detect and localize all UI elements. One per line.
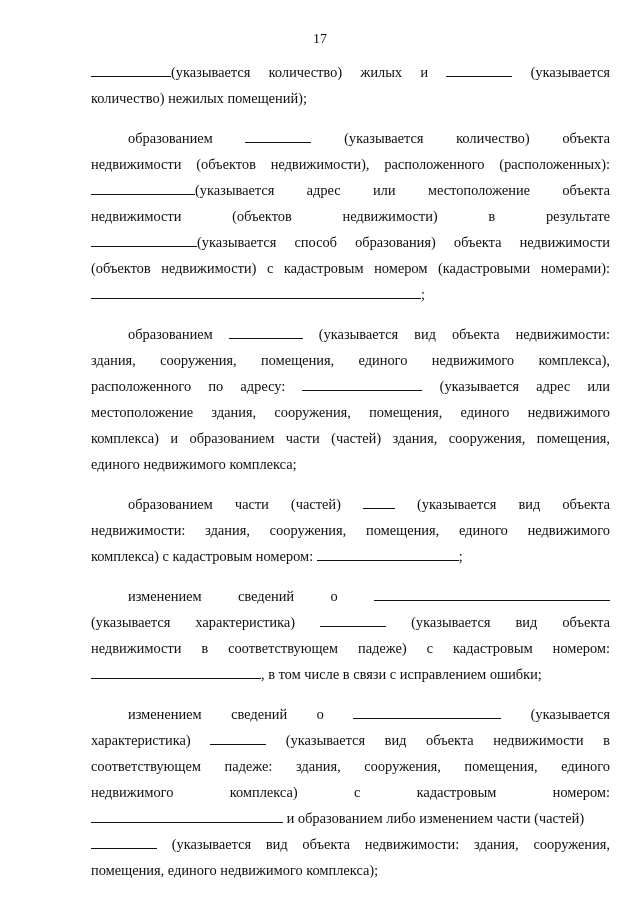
blank-line[interactable] [446, 75, 512, 77]
text: (указывается характеристика) [91, 615, 296, 631]
line [91, 126, 610, 152]
text: (указывается вид объекта недвижимости: здания, сооружения, [171, 837, 610, 853]
line [91, 702, 610, 728]
blank-line[interactable] [91, 193, 195, 195]
line [91, 662, 610, 688]
blank-line[interactable] [353, 717, 501, 719]
blank-line[interactable] [302, 389, 422, 391]
text: (указывается адрес или [439, 379, 610, 395]
text: образованием [128, 327, 213, 343]
line [91, 322, 610, 348]
text: и образованием либо изменением части (частей) [286, 811, 585, 827]
document-body [91, 60, 610, 884]
line: местоположение здания, сооружения, помещения, единого недвижимого [91, 405, 610, 421]
line: соответствующем падеже: здания, сооружения, помещения, единого [91, 759, 610, 775]
line: здания, сооружения, помещения, единого недвижимого комплекса), [91, 353, 610, 369]
line [91, 806, 610, 832]
text: (указывается [530, 65, 610, 81]
blank-line[interactable] [229, 337, 303, 339]
blank-line[interactable] [91, 677, 261, 679]
line: помещения, единого недвижимого комплекса); [91, 863, 379, 879]
text: (указывается вид объекта недвижимости: [318, 327, 610, 343]
text: (указывается вид объекта недвижимости в [285, 733, 610, 749]
line: (объектов недвижимости) с кадастровым номером (кадастровыми номерами): [91, 261, 610, 277]
line [91, 492, 610, 518]
blank-line[interactable] [91, 847, 157, 849]
text: ; [421, 287, 425, 303]
text: образованием части (частей) [128, 497, 341, 513]
blank-line[interactable] [363, 507, 395, 509]
text: характеристика) [91, 733, 191, 749]
text: (указывается адрес или местоположение объекта [195, 183, 610, 199]
line [91, 584, 610, 610]
text: комплекса) с кадастровым номером: [91, 549, 314, 565]
line: недвижимости в соответствующем падеже) с кадастровым номером: [91, 641, 610, 657]
text: расположенного по адресу: [91, 379, 286, 395]
text: , в том числе в связи с исправлением ошибки; [261, 667, 542, 683]
line [91, 230, 610, 256]
text: образованием [128, 131, 213, 147]
line: комплекса) и образованием части (частей) здания, сооружения, помещения, [91, 431, 610, 447]
blank-line[interactable] [91, 75, 171, 77]
text: (указывается количество) объекта [344, 131, 610, 147]
line [91, 178, 610, 204]
page-number: 17 [313, 32, 327, 47]
text: изменением сведений о [128, 589, 338, 605]
blank-line[interactable] [374, 599, 610, 601]
line: недвижимости (объектов недвижимости) в результате [91, 209, 610, 225]
blank-line[interactable] [91, 297, 421, 299]
blank-line[interactable] [245, 141, 311, 143]
line: недвижимости: здания, сооружения, помещения, единого недвижимого [91, 523, 610, 539]
line: недвижимости (объектов недвижимости), расположенного (расположенных): [91, 157, 610, 173]
text: изменением сведений о [128, 707, 324, 723]
line [91, 544, 610, 570]
line [91, 60, 610, 86]
blank-line[interactable] [91, 245, 197, 247]
blank-line[interactable] [91, 821, 283, 823]
text: (указывается способ образования) объекта недвижимости [197, 235, 610, 251]
blank-line[interactable] [317, 559, 459, 561]
text: (указывается [530, 707, 610, 723]
line [91, 728, 610, 754]
text: (указывается вид объекта [411, 615, 610, 631]
text: ; [458, 549, 463, 565]
line [91, 832, 610, 858]
line: единого недвижимого комплекса; [91, 457, 297, 473]
line [91, 282, 610, 308]
blank-line[interactable] [320, 625, 386, 627]
line [91, 610, 610, 636]
text: (указывается количество) жилых и [171, 65, 429, 81]
text: (указывается вид объекта [417, 497, 610, 513]
line: недвижимого комплекса) с кадастровым номером: [91, 785, 610, 801]
line [91, 374, 610, 400]
line: количество) нежилых помещений); [91, 91, 307, 107]
blank-line[interactable] [210, 743, 266, 745]
